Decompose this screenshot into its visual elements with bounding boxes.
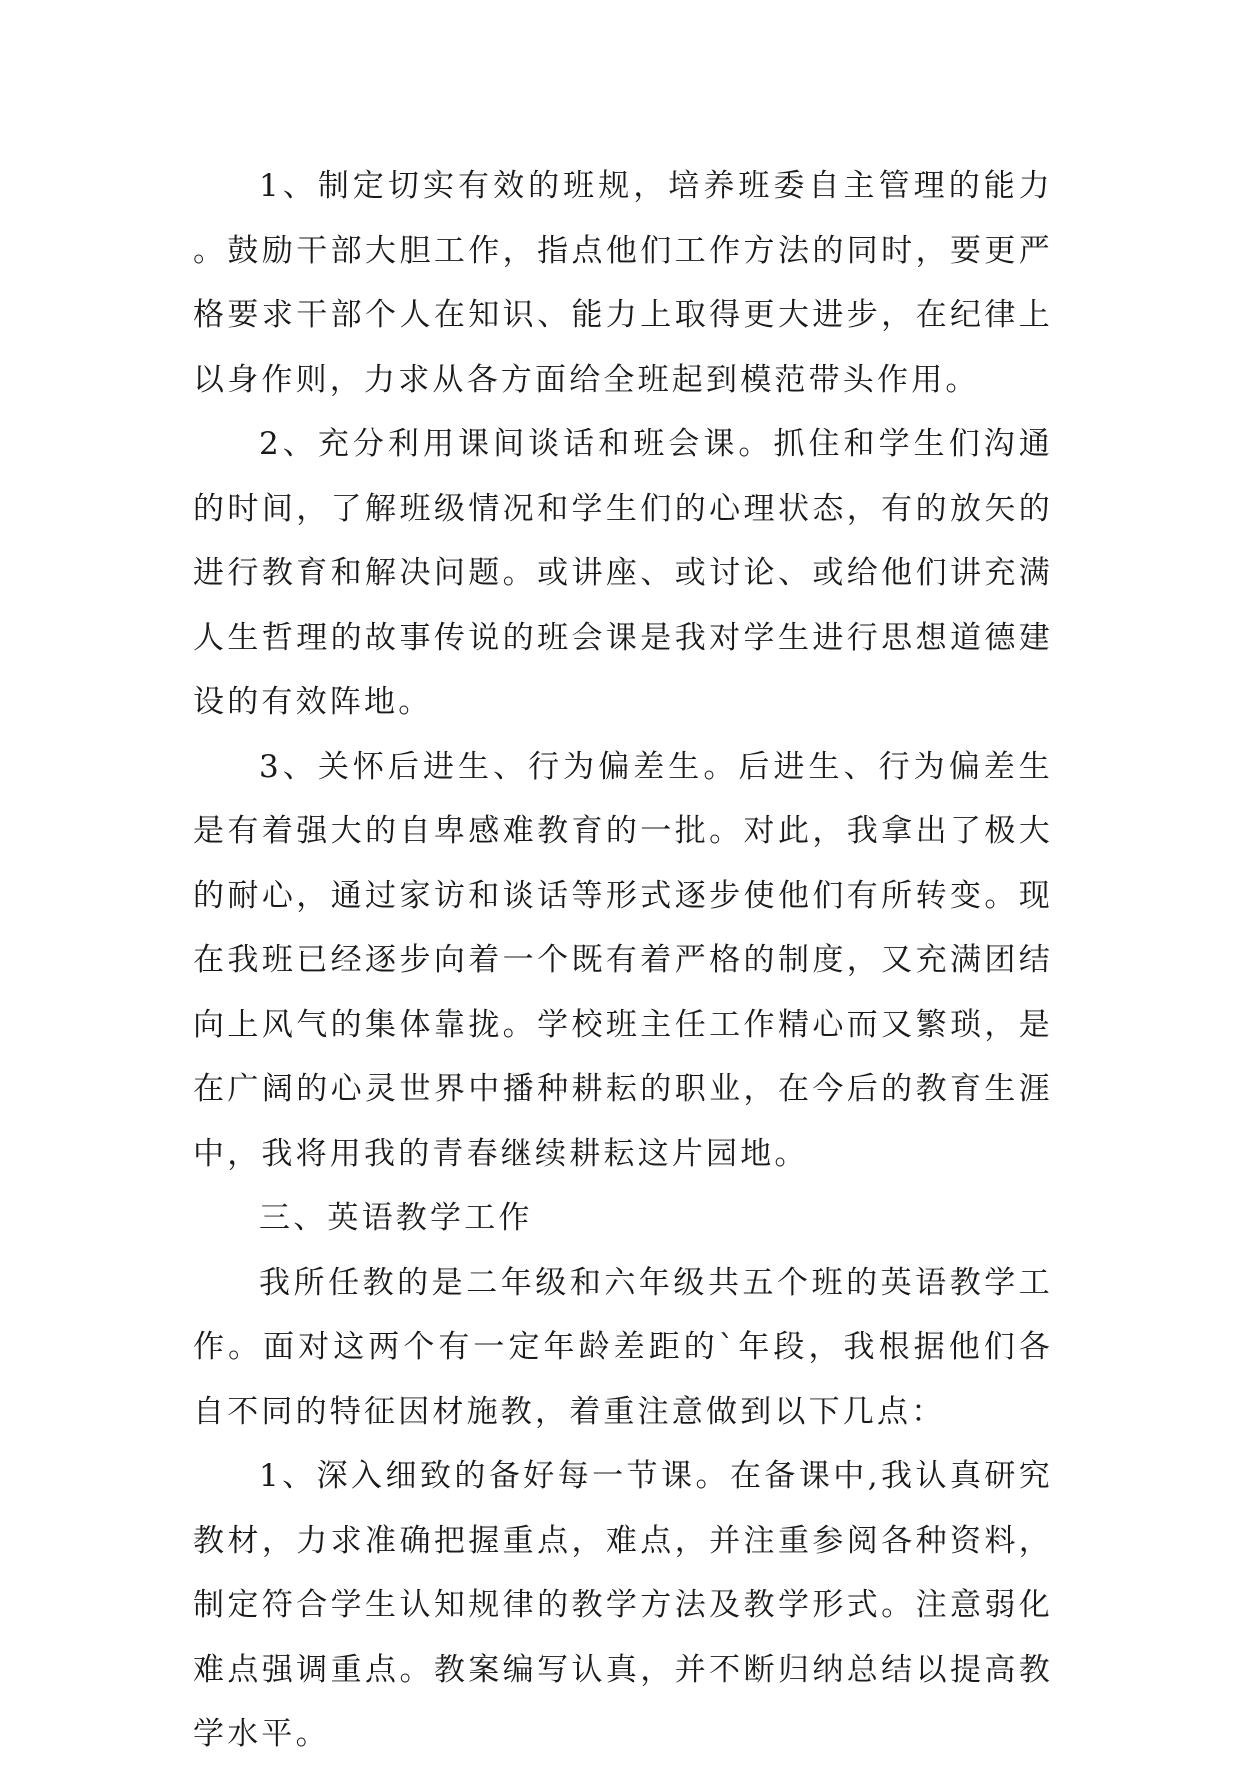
document-body (193, 154, 1053, 1767)
paragraph-english-intro: 我所任教的是二年级和六年级共五个班的英语教学工作。面对这两个有一定年龄差距的`年段，我根据他们各自不同的特征因材施教，着重注意做到以下几点： (193, 1264, 1053, 1430)
paragraph-lesson-preparation: 1、深入细致的备好每一节课。在备课中,我认真研究教材，力求准确把握重点，难点，并注重参阅各种资料，制定符合学生认知规律的教学方法及教学形式。注意弱化难点强调重点。教案编写认真，并不断归纳总结以提高教学水平。 (193, 1458, 1053, 1752)
paragraph-class-meetings: 2、充分利用课间谈话和班会课。抓住和学生们沟通的时间，了解班级情况和学生们的心理状态，有的放矢的进行教育和解决问题。或讲座、或讨论、或给他们讲充满人生哲理的故事传说的班会课是我对学生进行思想道德建设的有效阵地。 (193, 426, 1053, 720)
paragraph-class-rules: 1、制定切实有效的班规，培养班委自主管理的能力。鼓励干部大胆工作，指点他们工作方法的同时，要更严格要求干部个人在知识、能力上取得更大进步，在纪律上以身作则，力求从各方面给全班起到模范带头作用。 (193, 168, 1053, 398)
paragraph-struggling-students: 3、关怀后进生、行为偏差生。后进生、行为偏差生是有着强大的自卑感难教育的一批。对此，我拿出了极大的耐心，通过家访和谈话等形式逐步使他们有所转变。现在我班已经逐步向着一个既有着严格的制度，又充满团结向上风气的集体靠拢。学校班主任工作精心而又繁琐，是在广阔的心灵世界中播种耕耘的职业，在今后的教育生涯中，我将用我的青春继续耕耘这片园地。 (193, 748, 1053, 1172)
section-heading-english-teaching: 三、英语教学工作 (259, 1200, 533, 1236)
